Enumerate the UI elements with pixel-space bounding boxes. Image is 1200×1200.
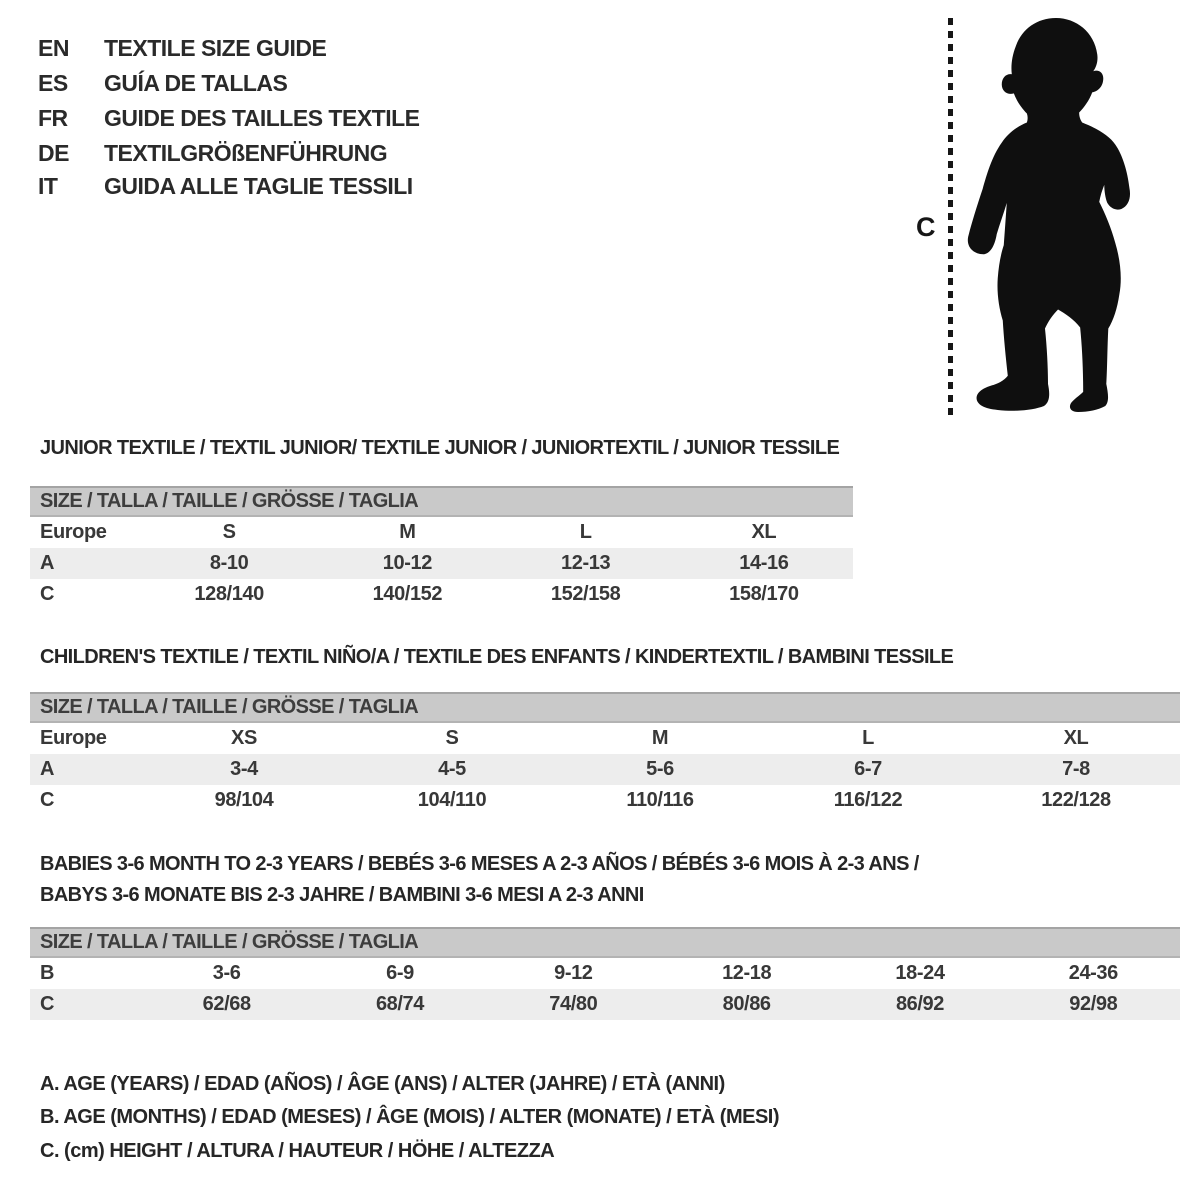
lang-code: FR [38,105,68,131]
lang-label: TEXTILGRÖßENFÜHRUNG [104,140,388,166]
cell: 24-36 [1068,962,1118,984]
lang-label: GUIDA ALLE TAGLIE TESSILI [104,173,413,199]
cell: 110/116 [626,789,694,811]
junior-size-header-bar: SIZE / TALLA / TAILLE / GRÖSSE / TAGLIA [30,486,853,517]
legend-line-a: A. AGE (YEARS) / EDAD (AÑOS) / ÂGE (ANS) / ALTER (JAHRE) / ETÀ (ANNI) [40,1073,725,1095]
cell: 6-7 [854,758,882,780]
cell: 122/128 [1041,789,1111,811]
cell: 3-6 [212,962,241,984]
row-label: C [40,993,55,1015]
cell: S [445,727,459,749]
cell: 80/86 [722,993,771,1015]
cell: 140/152 [372,583,443,605]
cell: 7-8 [1062,758,1090,780]
measure-c-label: C [916,212,935,242]
cell: 8-10 [209,552,249,574]
row-label: C [40,789,55,811]
cell: 158/170 [729,583,799,605]
babies-size-table [30,927,1180,1020]
cell: 74/80 [549,993,598,1015]
cell: 62/68 [202,993,251,1015]
junior-section-title: JUNIOR TEXTILE / TEXTIL JUNIOR/ TEXTILE JUNIOR / JUNIORTEXTIL / JUNIOR TESSILE [40,437,840,459]
row-label: C [40,583,55,605]
lang-code: DE [38,140,69,166]
lang-code: IT [38,173,58,199]
cell: 12-13 [561,552,611,574]
babies-section-title-line2: BABYS 3-6 MONATE BIS 2-3 JAHRE / BAMBINI 3-6 MESI A 2-3 ANNI [40,884,644,906]
cell: 152/158 [550,583,621,605]
cell: 6-9 [386,962,414,984]
cell: 116/122 [833,789,903,811]
cell: 4-5 [438,758,466,780]
cell: 9-12 [554,962,593,984]
toddler-silhouette-image [963,16,1135,418]
cell: S [222,521,236,543]
table-row [30,548,853,579]
lang-row-en [38,36,326,60]
cell: 12-18 [722,962,772,984]
cell: XL [1063,727,1089,749]
lang-label: TEXTILE SIZE GUIDE [104,35,327,61]
table-row [30,723,1180,754]
cell: 86/92 [895,993,944,1015]
cell: XS [231,727,257,749]
babies-size-header-bar: SIZE / TALLA / TAILLE / GRÖSSE / TAGLIA [30,927,1180,958]
table-row [30,989,1180,1020]
cell: 92/98 [1069,993,1118,1015]
cell: 14-16 [739,552,789,574]
legend-line-b: B. AGE (MONTHS) / EDAD (MESES) / ÂGE (MOIS) / ALTER (MONATE) / ETÀ (MESI) [40,1106,780,1128]
cell: L [579,521,592,543]
cell: M [651,727,669,749]
cell: 3-4 [230,758,258,780]
cell: 98/104 [214,789,274,811]
children-section-title: CHILDREN'S TEXTILE / TEXTIL NIÑO/A / TEXTILE DES ENFANTS / KINDERTEXTIL / BAMBINI TESSILE [40,646,954,668]
cell: 10-12 [382,552,432,574]
table-row [30,517,853,548]
row-label: A [40,552,55,574]
cell: 104/110 [417,789,487,811]
table-row [30,785,1180,816]
children-size-table [30,692,1180,816]
cell: M [399,521,416,543]
cell: 18-24 [895,962,945,984]
row-label: A [40,758,55,780]
lang-row-es [38,71,287,95]
cell: 128/140 [194,583,264,605]
cell: XL [751,521,777,543]
cell: L [862,727,874,749]
row-label: B [40,962,55,984]
table-row [30,754,1180,785]
lang-label: GUÍA DE TALLAS [104,70,288,96]
lang-row-it [38,174,413,198]
row-label: Europe [40,521,107,543]
lang-label: GUIDE DES TAILLES TEXTILE [104,105,420,131]
legend-line-c: C. (cm) HEIGHT / ALTURA / HAUTEUR / HÖHE / ALTEZZA [40,1140,555,1162]
lang-row-fr [38,106,420,130]
row-label: Europe [40,727,107,749]
babies-section-title-line1: BABIES 3-6 MONTH TO 2-3 YEARS / BEBÉS 3-6 MESES A 2-3 AÑOS / BÉBÉS 3-6 MOIS À 2-3 ANS / [40,853,919,875]
children-size-header-bar: SIZE / TALLA / TAILLE / GRÖSSE / TAGLIA [30,692,1180,723]
height-measure-dotted-line [948,18,953,416]
cell: 68/74 [375,993,425,1015]
table-row [30,579,853,610]
junior-size-table [30,486,853,610]
lang-code: EN [38,35,69,61]
cell: 5-6 [646,758,674,780]
lang-row-de [38,141,387,165]
lang-code: ES [38,70,68,96]
table-row [30,958,1180,989]
